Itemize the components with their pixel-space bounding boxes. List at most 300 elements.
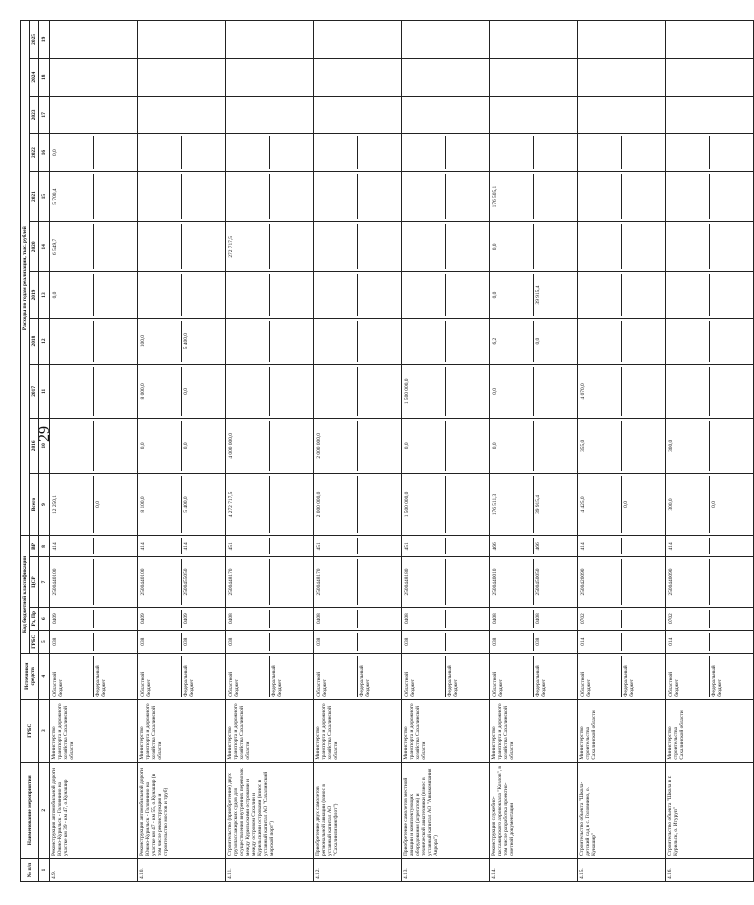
cell-vr <box>666 536 754 557</box>
column-number: 16 <box>39 134 50 172</box>
cell-rz-line: 0409 <box>51 610 94 628</box>
cell-y2020 <box>50 222 138 272</box>
cell-grbs <box>578 630 666 653</box>
cell-grbs: Министерство строительства Сахалинской области <box>666 699 754 762</box>
header-code-col: ГРБС <box>30 630 39 653</box>
cell-y2016-line: 0,0 <box>139 421 182 470</box>
cell-y2022 <box>490 134 578 172</box>
cell-y2019-line <box>182 274 224 315</box>
cell-empty-year <box>578 58 666 96</box>
cell-y2019-line <box>270 274 312 315</box>
cell-grbs-line: 038 <box>183 637 189 646</box>
cell-grbs-line: 038 <box>227 633 270 651</box>
cell-y2018 <box>578 318 666 364</box>
cell-y2016 <box>666 419 754 473</box>
cell-y2021-line <box>227 174 270 219</box>
cell-y2021 <box>490 171 578 221</box>
cell-y2019-line <box>94 274 136 315</box>
cell-y2020-line <box>358 224 400 269</box>
cell-total-line: 0,0 <box>95 501 101 508</box>
cell-y2019-line <box>667 274 710 315</box>
cell-y2022 <box>666 134 754 172</box>
cell-vr-line: 414 <box>579 538 622 554</box>
cell-csr-line: 2500440010 <box>491 559 534 604</box>
cell-y2022 <box>226 134 314 172</box>
cell-y2019-line: 0,0 <box>51 274 94 315</box>
cell-y2022-line <box>139 136 182 169</box>
cell-no: 4.13. <box>402 858 490 881</box>
cell-source-line: Областной бюджет <box>51 656 94 697</box>
cell-total <box>50 473 138 536</box>
cell-y2019-line <box>446 274 488 315</box>
header-code-col: Рз, Пр <box>30 607 39 630</box>
cell-y2018-line <box>622 321 664 362</box>
cell-rz <box>402 607 490 630</box>
cell-y2017-line <box>358 367 400 416</box>
cell-rz-line: 0702 <box>579 610 622 628</box>
cell-empty-year <box>226 21 314 59</box>
cell-empty-year <box>50 96 138 134</box>
cell-vr-line: 451 <box>227 538 270 554</box>
cell-no: 4.14. <box>490 858 578 881</box>
cell-y2016 <box>138 419 226 473</box>
cell-name: Строительство объекта "Школа в г. Курильск, о. Итуруп" <box>666 762 754 858</box>
cell-grbs-line: 038 <box>315 633 358 651</box>
cell-y2016-line <box>534 421 576 470</box>
cell-y2017 <box>50 364 138 418</box>
table-body <box>50 21 754 882</box>
header-grbs: ГРБС <box>21 699 39 762</box>
cell-y2022-line <box>622 136 664 169</box>
column-number: 5 <box>39 630 50 653</box>
cell-y2019-line <box>403 274 446 315</box>
cell-csr-line <box>358 559 400 604</box>
cell-y2016-line <box>358 421 400 470</box>
column-number: 1 <box>39 858 50 881</box>
cell-y2019-line <box>579 274 622 315</box>
header-year-col: 2025 <box>30 21 39 59</box>
cell-csr-line: 2500455050 <box>183 568 189 596</box>
cell-name: Строительство (приобретение) двух грузопассажирских судов для осуществления внутренних перевозок между Курильскими островами и между островом Сахалин и Курильскими островами (взнос в уставный капитал АО "Сахалинский морской порт") <box>226 762 314 858</box>
cell-rz-line: 0408 <box>491 610 534 628</box>
cell-grbs <box>50 630 138 653</box>
cell-source-line: Федеральный бюджет <box>711 665 723 697</box>
cell-y2018-line <box>227 321 270 362</box>
cell-grbs <box>666 630 754 653</box>
cell-y2022 <box>402 134 490 172</box>
cell-source <box>138 653 226 699</box>
cell-total-line: 176 511,3 <box>491 476 534 534</box>
cell-y2020-line: 0,0 <box>491 224 534 269</box>
cell-y2017 <box>138 364 226 418</box>
table-row <box>138 21 226 882</box>
cell-csr-line: 2500440100 <box>139 559 182 604</box>
cell-empty-year <box>490 58 578 96</box>
cell-y2017 <box>578 364 666 418</box>
cell-source-line: Федеральный бюджет <box>271 665 283 697</box>
cell-total-line <box>358 476 400 534</box>
cell-csr <box>138 557 226 607</box>
cell-y2021-line <box>579 174 622 219</box>
cell-y2021-line <box>534 174 576 219</box>
cell-grbs: Министерство транспорта и дорожного хозяйства Сахалинской области <box>226 699 314 762</box>
cell-y2017-line <box>622 367 664 416</box>
cell-y2017-line <box>94 367 136 416</box>
cell-vr-line: 451 <box>403 538 446 554</box>
cell-rz <box>490 607 578 630</box>
cell-grbs: Министерство транспорта и дорожного хозяйства Сахалинской области <box>50 699 138 762</box>
cell-y2017-line <box>51 367 94 416</box>
cell-y2016-line <box>710 421 752 470</box>
cell-empty-year <box>666 21 754 59</box>
cell-empty-year <box>402 58 490 96</box>
cell-y2019 <box>314 272 402 318</box>
cell-y2019 <box>578 272 666 318</box>
budget-table <box>20 20 754 882</box>
cell-grbs-line: 038 <box>51 633 94 651</box>
cell-vr-line <box>710 538 752 554</box>
cell-rz <box>578 607 666 630</box>
cell-y2016-line: 0,0 <box>491 421 534 470</box>
cell-y2021 <box>666 171 754 221</box>
cell-y2016 <box>314 419 402 473</box>
cell-y2020-line <box>667 224 710 269</box>
cell-y2021-line: 5 700,4 <box>51 174 94 219</box>
cell-source <box>50 653 138 699</box>
cell-y2017-line: 1 500 000,0 <box>403 367 446 416</box>
cell-y2019-line <box>227 274 270 315</box>
cell-y2021-line <box>358 174 400 219</box>
cell-y2020-line: 6 549,7 <box>51 224 94 269</box>
cell-grbs: Министерство транспорта и дорожного хозяйства Сахалинской области <box>314 699 402 762</box>
header-budget-code: Код бюджетной классификации <box>21 536 30 653</box>
cell-csr-line <box>446 559 488 604</box>
cell-vr-line <box>358 538 400 554</box>
column-number: 18 <box>39 58 50 96</box>
cell-y2020-line <box>579 224 622 269</box>
cell-y2020-line <box>94 224 136 269</box>
cell-empty-year <box>50 21 138 59</box>
cell-rz-line <box>446 610 488 628</box>
cell-empty-year <box>402 21 490 59</box>
cell-y2018-line <box>403 321 446 362</box>
cell-empty-year <box>490 21 578 59</box>
cell-total-line <box>270 476 312 534</box>
cell-y2018-line <box>358 321 400 362</box>
cell-no: 4.15. <box>578 858 666 881</box>
cell-rz-line: 0409 <box>183 613 189 625</box>
cell-y2018 <box>490 318 578 364</box>
cell-y2019-line <box>315 274 358 315</box>
cell-y2016-line <box>622 421 664 470</box>
cell-y2018-line: 5 400,0 <box>183 333 189 350</box>
header-code-col: ВР <box>30 536 39 557</box>
cell-y2016 <box>402 419 490 473</box>
cell-y2021-line: 176 505,1 <box>491 174 534 219</box>
cell-y2022-line <box>579 136 622 169</box>
cell-source-line: Областной бюджет <box>403 656 446 697</box>
cell-vr-line: 414 <box>139 538 182 554</box>
cell-y2018 <box>50 318 138 364</box>
cell-y2019 <box>402 272 490 318</box>
cell-y2018-line: 100,0 <box>139 321 182 362</box>
cell-empty-year <box>226 96 314 134</box>
cell-grbs-line: 038 <box>535 637 541 646</box>
cell-empty-year <box>666 96 754 134</box>
cell-y2020-line <box>403 224 446 269</box>
cell-grbs <box>226 630 314 653</box>
cell-empty-year <box>138 96 226 134</box>
cell-y2022-line <box>182 136 224 169</box>
cell-empty-year <box>138 58 226 96</box>
cell-vr <box>314 536 402 557</box>
cell-total-line: 4 425,0 <box>579 476 622 534</box>
cell-grbs-line: 014 <box>667 633 710 651</box>
cell-rz <box>226 607 314 630</box>
cell-source-line: Областной бюджет <box>667 656 710 697</box>
cell-y2020-line <box>710 224 752 269</box>
cell-empty-year <box>578 21 666 59</box>
cell-csr-line: 2500448170 <box>227 559 270 604</box>
cell-rz <box>666 607 754 630</box>
cell-y2019-line <box>358 274 400 315</box>
cell-grbs-line <box>446 633 488 651</box>
cell-y2017-line <box>227 367 270 416</box>
cell-csr <box>666 557 754 607</box>
cell-rz-line <box>358 610 400 628</box>
cell-y2016 <box>50 419 138 473</box>
header-year-col: 2021 <box>30 171 39 221</box>
cell-total-line: 8 100,0 <box>139 476 182 534</box>
cell-y2016-line <box>446 421 488 470</box>
table-row <box>226 21 314 882</box>
rotated-table-wrapper <box>20 20 723 882</box>
cell-rz-line <box>710 610 752 628</box>
cell-vr <box>490 536 578 557</box>
cell-csr-line: 2500448180 <box>403 559 446 604</box>
cell-y2017-line <box>534 367 576 416</box>
cell-y2021-line <box>710 174 752 219</box>
cell-source <box>226 653 314 699</box>
header-code-col: ЦСР <box>30 557 39 607</box>
cell-y2021-line <box>182 174 224 219</box>
header-year-col: 2022 <box>30 134 39 172</box>
cell-y2016-line: 300,0 <box>667 421 710 470</box>
cell-grbs-line <box>622 633 664 651</box>
header-year-col: 2016 <box>30 419 39 473</box>
cell-grbs <box>490 630 578 653</box>
cell-y2017-line <box>446 367 488 416</box>
cell-y2017-line: 8 000,0 <box>139 367 182 416</box>
cell-source-line: Федеральный бюджет <box>359 665 371 697</box>
cell-grbs-line: 038 <box>139 633 182 651</box>
cell-y2016 <box>490 419 578 473</box>
cell-grbs: Министерство строительства Сахалинской области <box>578 699 666 762</box>
cell-csr-line <box>622 559 664 604</box>
cell-total <box>226 473 314 536</box>
cell-y2018-line <box>94 321 136 362</box>
cell-rz <box>138 607 226 630</box>
cell-vr-line <box>446 538 488 554</box>
cell-total <box>402 473 490 536</box>
cell-rz-line: 0408 <box>535 613 541 625</box>
cell-source-line: Областной бюджет <box>139 656 182 697</box>
column-number: 8 <box>39 536 50 557</box>
cell-csr-line: 2500448170 <box>315 559 358 604</box>
cell-csr-line: 2500440100 <box>51 559 94 604</box>
cell-grbs: Министерство транспорта и дорожного хозяйства Сахалинской области <box>138 699 226 762</box>
cell-total-line: 39 915,4 <box>535 495 541 514</box>
cell-y2017-line: 0,0 <box>491 367 534 416</box>
cell-y2016 <box>578 419 666 473</box>
cell-y2021 <box>50 171 138 221</box>
cell-y2017-line: 4 070,0 <box>579 367 622 416</box>
cell-csr-line <box>270 559 312 604</box>
cell-csr-line <box>94 559 136 604</box>
cell-y2022 <box>138 134 226 172</box>
cell-rz-line <box>622 610 664 628</box>
cell-name: Реконструкция автомобильной дороги Южно-Курильск - Головнино на участке км 39 - км 47, о.Кунашир <box>50 762 138 858</box>
cell-csr <box>226 557 314 607</box>
cell-rz <box>50 607 138 630</box>
cell-y2022-line <box>667 136 710 169</box>
cell-grbs-line <box>94 633 136 651</box>
cell-y2017 <box>314 364 402 418</box>
cell-no: 4.16. <box>666 858 754 881</box>
header-name: Наименование мероприятия <box>21 762 39 858</box>
cell-total-line: 0,0 <box>623 501 629 508</box>
cell-vr <box>138 536 226 557</box>
cell-y2018 <box>226 318 314 364</box>
cell-vr-line: 466 <box>491 538 534 554</box>
column-number: 10 <box>39 419 50 473</box>
cell-y2017-line: 0,0 <box>183 388 189 395</box>
cell-vr <box>226 536 314 557</box>
cell-y2018 <box>138 318 226 364</box>
header-year-col: 2017 <box>30 364 39 418</box>
cell-grbs <box>402 630 490 653</box>
cell-grbs-line <box>270 633 312 651</box>
cell-vr <box>578 536 666 557</box>
cell-name: Строительство объекта "Школа-детский сад в с. Головнино, о. Кунашир" <box>578 762 666 858</box>
table-row <box>490 21 578 882</box>
cell-y2018-line <box>710 321 752 362</box>
cell-source <box>402 653 490 699</box>
column-number: 12 <box>39 318 50 364</box>
cell-y2018-line: 6,2 <box>491 321 534 362</box>
cell-empty-year <box>314 21 402 59</box>
header-source: Источники средств <box>21 653 39 699</box>
cell-y2021-line <box>446 174 488 219</box>
cell-y2016-line <box>94 421 136 470</box>
column-number: 11 <box>39 364 50 418</box>
cell-total-line: 0,0 <box>711 501 717 508</box>
cell-y2018 <box>314 318 402 364</box>
cell-y2020-line <box>622 224 664 269</box>
cell-y2020 <box>314 222 402 272</box>
cell-source-line: Областной бюджет <box>491 656 534 697</box>
cell-y2021 <box>226 171 314 221</box>
cell-y2017-line <box>270 367 312 416</box>
header-year-col: 2020 <box>30 222 39 272</box>
cell-total-line <box>446 476 488 534</box>
cell-y2018 <box>402 318 490 364</box>
cell-total-line: 5 400,0 <box>183 496 189 513</box>
cell-y2022-line <box>710 136 752 169</box>
cell-y2018-line <box>315 321 358 362</box>
cell-source-line: Областной бюджет <box>579 656 622 697</box>
cell-y2017 <box>490 364 578 418</box>
cell-y2017 <box>402 364 490 418</box>
cell-y2019-line <box>710 274 752 315</box>
cell-source-line: Областной бюджет <box>227 656 270 697</box>
cell-y2021-line <box>403 174 446 219</box>
column-number: 17 <box>39 96 50 134</box>
cell-empty-year <box>138 21 226 59</box>
cell-grbs-line: 014 <box>579 633 622 651</box>
cell-no: 4.10. <box>138 858 226 881</box>
cell-y2016-line <box>51 421 94 470</box>
column-number: 2 <box>39 762 50 858</box>
cell-total <box>490 473 578 536</box>
header-no: № п/п <box>21 858 39 881</box>
cell-y2018-line: 0,0 <box>535 337 541 345</box>
cell-vr-line: 466 <box>535 542 541 551</box>
cell-y2017 <box>226 364 314 418</box>
cell-csr <box>402 557 490 607</box>
cell-y2020-line <box>139 224 182 269</box>
cell-y2019-line: 39 915,4 <box>535 285 541 305</box>
cell-empty-year <box>666 58 754 96</box>
cell-name: Приобретение самолетов местной авиации и комплектующих оборудования (агрегатов) и технической авиатехники (взнос в уставный капитал АО "Авиакомпания Аврора") <box>402 762 490 858</box>
column-number: 15 <box>39 171 50 221</box>
cell-total-line: 2 000 000,0 <box>315 476 358 534</box>
cell-grbs-line <box>358 633 400 651</box>
cell-no: 4.9. <box>50 858 138 881</box>
cell-y2016-line <box>270 421 312 470</box>
table-row <box>50 21 138 882</box>
cell-y2018-line <box>51 321 94 362</box>
cell-no: 4.11. <box>226 858 314 881</box>
cell-vr-line: 451 <box>315 538 358 554</box>
cell-rz-line: 0408 <box>315 610 358 628</box>
cell-y2018-line <box>579 321 622 362</box>
cell-y2019 <box>50 272 138 318</box>
cell-csr-line: 2500420090 <box>579 559 622 604</box>
cell-y2022-line <box>534 136 576 169</box>
column-number: 7 <box>39 557 50 607</box>
cell-y2019 <box>226 272 314 318</box>
cell-grbs-line: 038 <box>403 633 446 651</box>
cell-total <box>666 473 754 536</box>
cell-csr <box>578 557 666 607</box>
cell-rz-line <box>94 610 136 628</box>
cell-y2019 <box>490 272 578 318</box>
cell-source-line: Областной бюджет <box>315 656 358 697</box>
cell-y2022-line <box>94 136 136 169</box>
cell-y2016-line: 0,0 <box>183 442 189 450</box>
column-number: 14 <box>39 222 50 272</box>
cell-y2018-line <box>667 321 710 362</box>
cell-y2016 <box>226 419 314 473</box>
cell-source <box>314 653 402 699</box>
cell-y2020-line <box>182 224 224 269</box>
header-year-col: Всего <box>30 473 39 536</box>
cell-empty-year <box>314 58 402 96</box>
cell-csr-line: 2500450050 <box>535 568 541 596</box>
cell-y2019-line <box>139 274 182 315</box>
cell-vr-line: 414 <box>183 542 189 551</box>
